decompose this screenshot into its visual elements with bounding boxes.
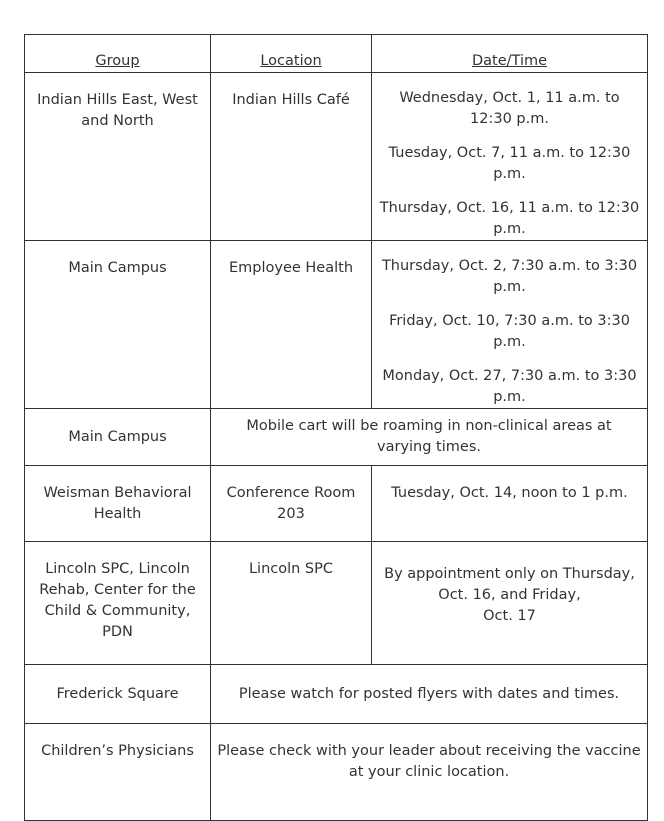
group-cell: Main Campus [25,409,211,466]
date-entry: Thursday, Oct. 16, 11 a.m. to 12:30 p.m. [379,200,640,237]
date-entry: Thursday, Oct. 2, 7:30 a.m. to 3:30 p.m. [381,258,638,295]
location-cell: Employee Health [211,241,372,409]
merged-note-cell: Mobile cart will be roaming in non-clinical areas at varying times. [211,409,648,466]
date-entry: Monday, Oct. 27, 7:30 a.m. to 3:30 p.m. [382,368,637,405]
group-cell: Frederick Square [25,665,211,724]
datetime-cell [372,241,648,409]
table-row [25,73,648,241]
group-cell: Children’s Physicians [25,724,211,821]
table-row [25,409,648,466]
datetime-cell [372,542,648,665]
table-row [25,241,648,409]
merged-note-cell: Please check with your leader about receiving the vaccine at your clinic location. [211,724,648,821]
datetime-line: By appointment only on Thursday, Oct. 16, and Friday, [384,566,635,603]
datetime-cell: Tuesday, Oct. 14, noon to 1 p.m. [372,466,648,542]
group-cell: Indian Hills East, West and North [25,73,211,241]
table-header-row [25,35,648,73]
table-row [25,466,648,542]
group-header: Group [25,35,211,73]
location-header: Location [211,35,372,73]
datetime-cell [372,73,648,241]
location-cell: Lincoln SPC [211,542,372,665]
date-entry: Friday, Oct. 10, 7:30 a.m. to 3:30 p.m. [389,313,630,350]
datetime-line: Oct. 17 [483,608,536,624]
date-entry: Wednesday, Oct. 1, 11 a.m. to 12:30 p.m. [399,90,620,127]
location-cell: Indian Hills Café [211,73,372,241]
table-row [25,665,648,724]
table-row [25,542,648,665]
date-entry: Tuesday, Oct. 7, 11 a.m. to 12:30 p.m. [388,145,631,182]
vaccine-schedule-table [24,34,648,821]
group-cell: Weisman Behavioral Health [25,466,211,542]
location-cell: Conference Room 203 [211,466,372,542]
group-cell: Main Campus [25,241,211,409]
datetime-header: Date/Time [372,35,648,73]
merged-note-cell: Please watch for posted flyers with dates and times. [211,665,648,724]
text-cursor [24,690,25,695]
table-row [25,724,648,821]
group-cell: Lincoln SPC, Lincoln Rehab, Center for the Child & Community, PDN [25,542,211,665]
